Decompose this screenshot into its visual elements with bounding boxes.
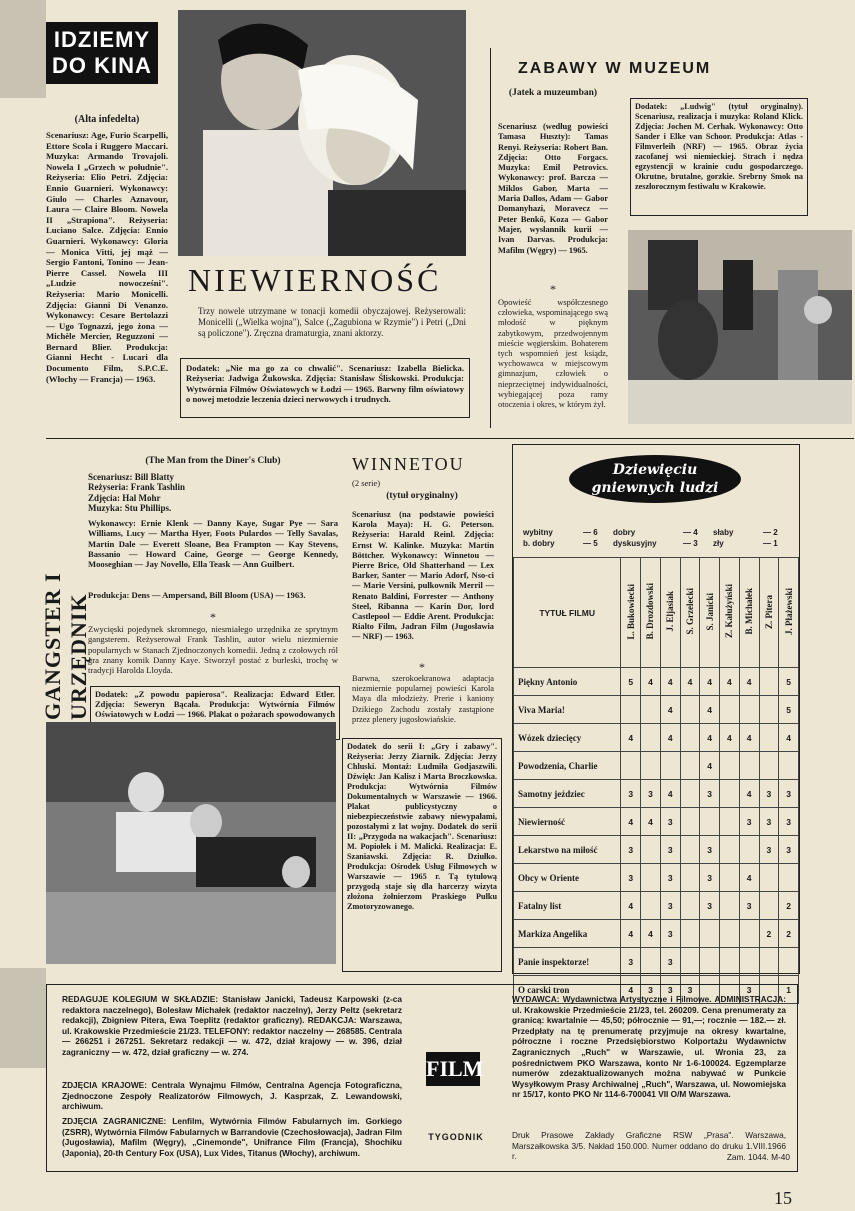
score-cell: [680, 948, 700, 976]
critic-header: Z. Pitera: [759, 558, 779, 668]
score-cell: 3: [660, 976, 680, 1004]
legend-label: b. dobry: [523, 539, 555, 548]
score-cell: 4: [641, 668, 661, 696]
film-title: Lekarstwo na miłość: [514, 836, 621, 864]
side-strip: [0, 0, 46, 98]
score-cell: 4: [621, 724, 641, 752]
score-cell: [641, 948, 661, 976]
gangster-cast: Wykonawcy: Ernie Klenk — Danny Kaye, Sugar Pye — Sara Williams, Lucy — Martha Hyer, Foots Pulardos — Telly Savalas, Martin Dale — Everett Sloane, Bea Frampton — Kay Stevens, Bassanio — Howard Caine, George — George Kennedy, Mooseghian — Jay Novello, Ella Teask — Ann Guilbert.: [88, 518, 338, 570]
film-title: Samotny jeździec: [514, 780, 621, 808]
ratings-row: [514, 920, 799, 948]
score-cell: 4: [680, 668, 700, 696]
score-cell: [621, 752, 641, 780]
footer-zam: Zam. 1044. M-40: [726, 1152, 790, 1162]
score-cell: [660, 752, 680, 780]
score-cell: [641, 752, 661, 780]
winnetou-series: (2 serie): [352, 478, 381, 488]
score-cell: [720, 752, 740, 780]
score-cell: 5: [779, 696, 799, 724]
footer-wydawca: WYDAWCA: Wydawnictwa Artystyczne i Filmowe. ADMINISTRACJA: ul. Krakowskie Przedmieście 21/23, tel. 260209. Cena prenumeraty za granicą: kwartalnie — 45,50; półrocznie — 91,—; rocznie — 182.— zł. Przedpłaty na tę prenumeratę przyjmuje na okresy kwartalne, półroczne i roczne Przedsiębiorstwo Kolportażu Wydawnictw Zagranicznych „Ruch" w Warszawie, ul. Wronia 23, za pośrednictwem PKO Warszawa, konto Nr 1-6-100024. Egzemplarze numerów zdezaktualizowanych można nabywać w Punkcie Wysyłkowym Prasy Archiwalnej „Ruch", Warszawa, ul. Nowomiejska nr 15/17, konto PKO Nr 114-6-700041 VII O/M Warszawa.: [512, 994, 786, 1100]
ratings-row: [514, 892, 799, 920]
critic-header: J. Eljasiak: [660, 558, 680, 668]
film-title: Powodzenia, Charlie: [514, 752, 621, 780]
winnetou-body: Scenariusz (na podstawie powieści Karola Maya): H. G. Peterson. Reżyseria: Harald Reinl. Zdjęcia: Ernst W. Kalinke. Muzyka: Martin Böttcher. Wykonawcy: Winnetou — Pierre Brice, Old Shatterhand — Lex Barker, Santer — Mario Adorf, Nso-ci — Marie Versini, pułkownik Merril — Renato Baldini, Forrester — Anthony Steel, Ribanna — Karin Dor, lord Castlepool — Eddie Arent. Produkcja: Rialto Film, Jadran Film (Jugosławia — NRF) — 1963.: [352, 510, 494, 642]
niewiernosc-addon: Dodatek: „Nie ma go za co chwalić". Scenariusz: Izabella Bielicka. Reżyseria: Jadwiga Żukowska. Zdjęcia: Stanisław Śliskowski. Produkcja: Wytwórnia Filmów Oświatowych w Łodzi — 1965. Barwny film oświatowy o nowej metodzie leczenia dzieci nerwowych i trudnych.: [180, 358, 470, 418]
score-cell: 3: [660, 948, 680, 976]
score-cell: 4: [700, 696, 720, 724]
critic-header: Z. Kałużyński: [720, 558, 740, 668]
legend-value: 6: [593, 528, 598, 537]
score-cell: [739, 920, 759, 948]
score-cell: [700, 920, 720, 948]
score-cell: [641, 696, 661, 724]
column-header: TYTUŁ FILMU: [514, 558, 621, 668]
gangster-subtitle: (The Man from the Diner's Club): [145, 456, 281, 466]
score-cell: [739, 752, 759, 780]
zabawy-star: *: [550, 282, 556, 296]
score-cell: 3: [621, 864, 641, 892]
score-cell: 3: [700, 780, 720, 808]
score-cell: 5: [621, 668, 641, 696]
score-cell: 3: [621, 948, 641, 976]
score-cell: 3: [739, 976, 759, 1004]
critic-header: S. Grzelecki: [680, 558, 700, 668]
footer-zdjecia-zagraniczne: ZDJĘCIA ZAGRANICZNE: Lenfilm, Wytwórnia Filmów Fabularnych im. Gorkiego (ZSRR), Wytwórnia Filmów Fabularnych w Barrandovie (Czechosłowacja), Jadran Film (Jugosławia), Mafilm (Węgry), „Cinemonde", Unifrance Film (Francja), Shochiku (Japonia), 20-th Century Fox (USA), Lux Vides, Titanus (Włochy), archiwum.: [62, 1116, 402, 1158]
score-cell: [759, 864, 779, 892]
score-cell: 4: [739, 864, 759, 892]
score-cell: 3: [641, 976, 661, 1004]
footer-redakcja: REDAGUJE KOLEGIUM W SKŁADZIE: Stanisław Janicki, Tadeusz Karpowski (z-ca redaktora naczelnego), Bolesław Michałek (redaktor naczelny), Jerzy Peltz (sekretarz redakcji), Zbigniew Pitera, Ewa Toeplitz (redaktor graficzny). REDAKCJA: Warszawa, ul. Krakowskie Przedmieście 21/23. TELEFONY: redaktor naczelny — 268585. Centrala — 266251 i 267251. Sekretarz redakcji — w. 472, dział krajowy — w. 396, dział zagraniczny — w. 472, dział graficzny — w. 274.: [62, 994, 402, 1057]
score-cell: 4: [641, 920, 661, 948]
score-cell: [720, 696, 740, 724]
score-cell: 3: [779, 836, 799, 864]
footer-druk: Druk Prasowe Zakłady Graficzne RSW „Prasa". Warszawa, Marszałkowska 3/5. Nakład 150.000. Numer oddano do druku 1.VIII.1966 r.: [512, 1130, 786, 1162]
score-cell: [641, 892, 661, 920]
score-cell: 4: [660, 668, 680, 696]
score-cell: [739, 948, 759, 976]
score-cell: 3: [621, 836, 641, 864]
score-cell: 4: [660, 696, 680, 724]
score-cell: [779, 864, 799, 892]
zabawy-photo: [628, 230, 852, 424]
score-cell: 4: [700, 752, 720, 780]
ratings-row: [514, 836, 799, 864]
score-cell: 4: [621, 892, 641, 920]
score-cell: [680, 808, 700, 836]
score-cell: 4: [739, 668, 759, 696]
score-cell: [680, 892, 700, 920]
score-cell: [720, 836, 740, 864]
score-cell: 3: [660, 920, 680, 948]
legend-value: 5: [593, 539, 598, 548]
score-cell: [779, 752, 799, 780]
score-cell: 3: [660, 864, 680, 892]
score-cell: [739, 836, 759, 864]
film-title: O carski tron: [514, 976, 621, 1004]
critic-header: J. Płażewski: [779, 558, 799, 668]
score-cell: 2: [759, 920, 779, 948]
legend-label: dyskusyjny: [613, 539, 657, 548]
film-title: Niewierność: [514, 808, 621, 836]
section-divider: [46, 438, 854, 439]
score-cell: 3: [759, 808, 779, 836]
gangster-star: *: [210, 610, 216, 624]
score-cell: [739, 696, 759, 724]
critic-header: S. Janicki: [700, 558, 720, 668]
score-cell: [720, 780, 740, 808]
score-cell: [759, 948, 779, 976]
score-cell: [680, 752, 700, 780]
winnetou-review: Barwna, szerokoekranowa adaptacja niezmiernie popularnej powieści Karola Maya dla młodzieży. Prerie i kaniony Dzikiego Zachodu zostały zastąpione przez plenery jugosłowiańskie.: [352, 674, 494, 724]
score-cell: [680, 864, 700, 892]
winnetou-orig: (tytuł oryginalny): [386, 491, 458, 501]
alta-body: Scenariusz: Age, Furio Scarpelli, Ettore Scola i Ruggero Maccari. Muzyka: Armando Trovajoli. Nowela I „Grzech w południe". Reżyseria: Elio Petri. Zdjęcia: Ennio Guarnieri. Wykonawcy: Giulo — Charles Aznavour, Laura — Claire Bloom. Nowela II „Strapiona". Reżyseria: Luciano Salce. Zdjęcia: Ennio Guarnieri. Wykonawcy: Gloria — Monica Vitti, jej mąż — Sergio Fantoni, Tonino — Jean-Pierre Cassel. Nowela III „Ludzie nowocześni". Reżyseria: Mario Monicelli. Zdjęcia: Gianni Di Venanzo. Wykonawcy: Cesare Bertolazzi — Ugo Tognazzi, jego żona — Michèle Mercier, Reguzzoni — Bernard Blier. Produkcja: Gianni Hecht - Lucari dla Documento Film, S.P.C.E. (Włochy — Francja) — 1963.: [46, 130, 168, 384]
film-title: Panie inspektorze!: [514, 948, 621, 976]
ratings-table: [513, 557, 799, 1004]
film-title: Wózek dziecięcy: [514, 724, 621, 752]
film-logo: FILM: [426, 1052, 480, 1086]
critic-header: B. Michałek: [739, 558, 759, 668]
score-cell: 3: [641, 780, 661, 808]
page-number: 15: [774, 1188, 792, 1208]
critic-header: L. Bukowiecki: [621, 558, 641, 668]
score-cell: 3: [779, 780, 799, 808]
score-cell: 4: [621, 808, 641, 836]
film-title: Markiza Angelika: [514, 920, 621, 948]
score-cell: 3: [759, 836, 779, 864]
ratings-heading-line2: gniewnych ludzi: [591, 480, 719, 496]
logo-line2: DO KINA: [52, 53, 152, 78]
film-title: Fatalny list: [514, 892, 621, 920]
score-cell: 4: [660, 780, 680, 808]
footer-zdjecia-krajowe: ZDJĘCIA KRAJOWE: Centrala Wynajmu Filmów, Centralna Agencja Fotograficzna, Zjednoczone Zespoły Realizatorów Filmowych, J. Kasprzak, Z. Lewandowski, archiwum.: [62, 1080, 402, 1112]
ratings-row: [514, 864, 799, 892]
film-title: Viva Maria!: [514, 696, 621, 724]
legend-value: 4: [693, 528, 698, 537]
score-cell: 3: [739, 808, 759, 836]
score-cell: 3: [779, 808, 799, 836]
score-cell: 4: [621, 920, 641, 948]
gangster-addon: Dodatek: „Z powodu papierosa". Realizacja: Edward Etler. Zdjęcia: Seweryn Bącała. Produkcja: Wytwórnia Filmów Oświatowych w Łodzi — 1966. Plakat o pożarach spowodowanych: [90, 686, 340, 740]
score-cell: [621, 696, 641, 724]
score-cell: [720, 948, 740, 976]
score-cell: 3: [621, 780, 641, 808]
niewiernosc-title: NIEWIERNOŚĆ: [188, 262, 442, 298]
score-cell: [720, 808, 740, 836]
score-cell: 4: [641, 808, 661, 836]
legend-label: zły: [713, 539, 724, 548]
film-logo-sub: TYGODNIK: [428, 1132, 484, 1142]
ratings-row: [514, 808, 799, 836]
score-cell: [759, 668, 779, 696]
gangster-credits: Scenariusz: Bill Blatty Reżyseria: Frank Tashlin Zdjęcia: Hal Mohr Muzyka: Stu Phillips.: [88, 472, 186, 514]
score-cell: 3: [700, 892, 720, 920]
score-cell: 4: [739, 724, 759, 752]
gangster-production: Produkcja: Dens — Ampersand, Bill Bloom (USA) — 1963.: [88, 590, 306, 600]
score-cell: 1: [779, 976, 799, 1004]
score-cell: 4: [720, 724, 740, 752]
score-cell: 3: [759, 780, 779, 808]
ratings-row: [514, 752, 799, 780]
legend-label: dobry: [613, 528, 636, 537]
score-cell: 4: [700, 724, 720, 752]
score-cell: [680, 780, 700, 808]
legend-value: 3: [693, 539, 698, 548]
zabawy-subtitle: (Jatek a muzeumban): [508, 88, 598, 98]
niewiernosc-body: Trzy nowele utrzymane w tonacji komedii obyczajowej. Reżyserowali: Monicelli („Wielka wojna"), Salce („Zagubiona w Rzymie") i Petri („Dni są policzone"). Zręczna dramaturgia, znani aktorzy.: [198, 306, 466, 338]
alta-title: (Alta infedelta): [74, 114, 140, 125]
legend-value: 2: [773, 528, 778, 537]
score-cell: [759, 892, 779, 920]
score-cell: 2: [779, 892, 799, 920]
ratings-row: [514, 724, 799, 752]
score-cell: 2: [779, 920, 799, 948]
gangster-photo: [46, 722, 336, 964]
legend-label: słaby: [713, 528, 734, 537]
score-cell: 4: [739, 780, 759, 808]
score-cell: 5: [779, 668, 799, 696]
score-cell: [759, 752, 779, 780]
score-cell: [680, 836, 700, 864]
ratings-panel: [512, 444, 800, 995]
ratings-heading-line1: Dziewięciu: [612, 462, 698, 478]
zabawy-title: ZABAWY W MUZEUM: [518, 60, 712, 77]
score-cell: 3: [700, 836, 720, 864]
film-title: Obcy w Oriente: [514, 864, 621, 892]
winnetou-addon: Dodatek do serii I: „Gry i zabawy". Reżyseria: Jerzy Ziarnik. Zdjęcia: Jerzy Chluski. Montaż: Ludmiła Godjaszwili. Dźwięk: Jan Kalisz i Marta Broczkowska. Produkcja: Wytwórnia Filmów Dokumentalnych w Warszawie — 1966. Plakat publicystyczny o niebezpieczeństwie zabawy niewypałami, pozostałymi z lat wojny. Dodatek do serii II: „Przygoda na wakacjach". Scenariusz: M. Popiołek i M. Malicki. Realizacja: E. Szaniawski. Zdjęcia: R. Dziułko. Produkcja: Ośrodek Usług Filmowych w Warszawie — 1965 r. Tą tytułową przygodą staje się dla harcerzy wizyta złożona żołnierzom Praskiego Pułku Zmotoryzowanego.: [342, 738, 502, 972]
logo-line1: IDZIEMY: [53, 27, 151, 52]
score-cell: 3: [660, 836, 680, 864]
score-cell: 4: [621, 976, 641, 1004]
score-cell: 3: [739, 892, 759, 920]
film-title: Piękny Antonio: [514, 668, 621, 696]
ratings-row: [514, 668, 799, 696]
ratings-heading: [569, 455, 741, 503]
ratings-row: [514, 780, 799, 808]
score-cell: 4: [720, 668, 740, 696]
score-cell: 3: [700, 864, 720, 892]
legend-label: wybitny: [523, 528, 553, 537]
critic-header: B. Drozdowski: [641, 558, 661, 668]
score-cell: 4: [779, 724, 799, 752]
score-cell: [720, 864, 740, 892]
section-logo: [46, 22, 158, 84]
score-cell: [779, 948, 799, 976]
score-cell: [759, 724, 779, 752]
zabawy-review: Opowieść współczesnego człowieka, wspominającego swą młodość w pięknym zabytkowym, przedwojennym mieście węgierskim. Bohaterem tych wspomnień jest ksiądz, wychowawca w miejscowym gimnazjum, człowiek o nieprzeciętnej indywidualności, wybiegającej poza ramy otoczenia i okres, w którym żył.: [498, 298, 608, 410]
score-cell: [680, 696, 700, 724]
ratings-row: [514, 696, 799, 724]
score-cell: [641, 724, 661, 752]
score-cell: 4: [660, 724, 680, 752]
winnetou-title: WINNETOU: [352, 454, 465, 474]
legend-value: 1: [773, 539, 778, 548]
score-cell: [680, 920, 700, 948]
zabawy-addon: Dodatek: „Ludwig" (tytuł oryginalny). Scenariusz, realizacja i muzyka: Roland Klick. Zdjęcia: Jochen M. Cerhak. Wykonawcy: Otto Sander i Elke van Schoor. Produkcja: Atlas - Filmverleih (NRF) — 1965. Obraz życia zacofanej wsi niemieckiej. Strach i nędza egzystencji w krainie cudu gospodarczego. Okrutne, brutalne, gorzkie. Srebrny Smok na zeszłorocznym festiwalu w Krakowie.: [630, 98, 808, 216]
score-cell: [700, 808, 720, 836]
footer-strip: [0, 968, 46, 1068]
score-cell: 4: [700, 668, 720, 696]
score-cell: 3: [660, 808, 680, 836]
zabawy-body: Scenariusz (według powieści Tamasa Huszty): Tamas Renyi. Reżyseria: Robert Ban. Zdjęcia: Otto Forgacs. Muzyka: Emil Petrovics. Wykonawcy: prof. Barcza — Miklos Gabor, Marta — Maria Dallos, Adam — Gabor Domanyhazi, Moravecz — Peter Benkő, Koza — Gabor Majer, wysłannik kurii — Ivan Darvas. Produkcja: Mafilm (Węgry) — 1965.: [498, 122, 608, 255]
score-cell: [759, 696, 779, 724]
score-cell: [720, 920, 740, 948]
score-cell: 3: [680, 976, 700, 1004]
score-cell: [680, 724, 700, 752]
score-cell: [700, 948, 720, 976]
gangster-vertical-title: GANGSTER I URZĘDNIK: [40, 572, 91, 720]
niewiernosc-photo: [178, 10, 466, 256]
winnetou-star: *: [419, 660, 425, 674]
gangster-review: Zwycięski pojedynek skromnego, niesmiałego urzędnika ze sprytnym gangsterem. Reżyserował Frank Tashlin, autor wielu niezmiernie popularnych w Stanach Zjednoczonych komedii. Jedną z czołowych ról gra znany komik Danny Kaye. Stworzył postać z burleski, trochę w tradycji Harolda Lloyda.: [88, 624, 338, 676]
column-divider: [490, 48, 491, 428]
ratings-row: [514, 948, 799, 976]
score-cell: [641, 836, 661, 864]
score-cell: [720, 892, 740, 920]
ratings-legend: wybitny — 6 dobry — 4 słaby — 2 b. dobry — 5 dyskusyjny — 3 zły — 1: [523, 528, 778, 548]
score-cell: [641, 864, 661, 892]
score-cell: 3: [660, 892, 680, 920]
